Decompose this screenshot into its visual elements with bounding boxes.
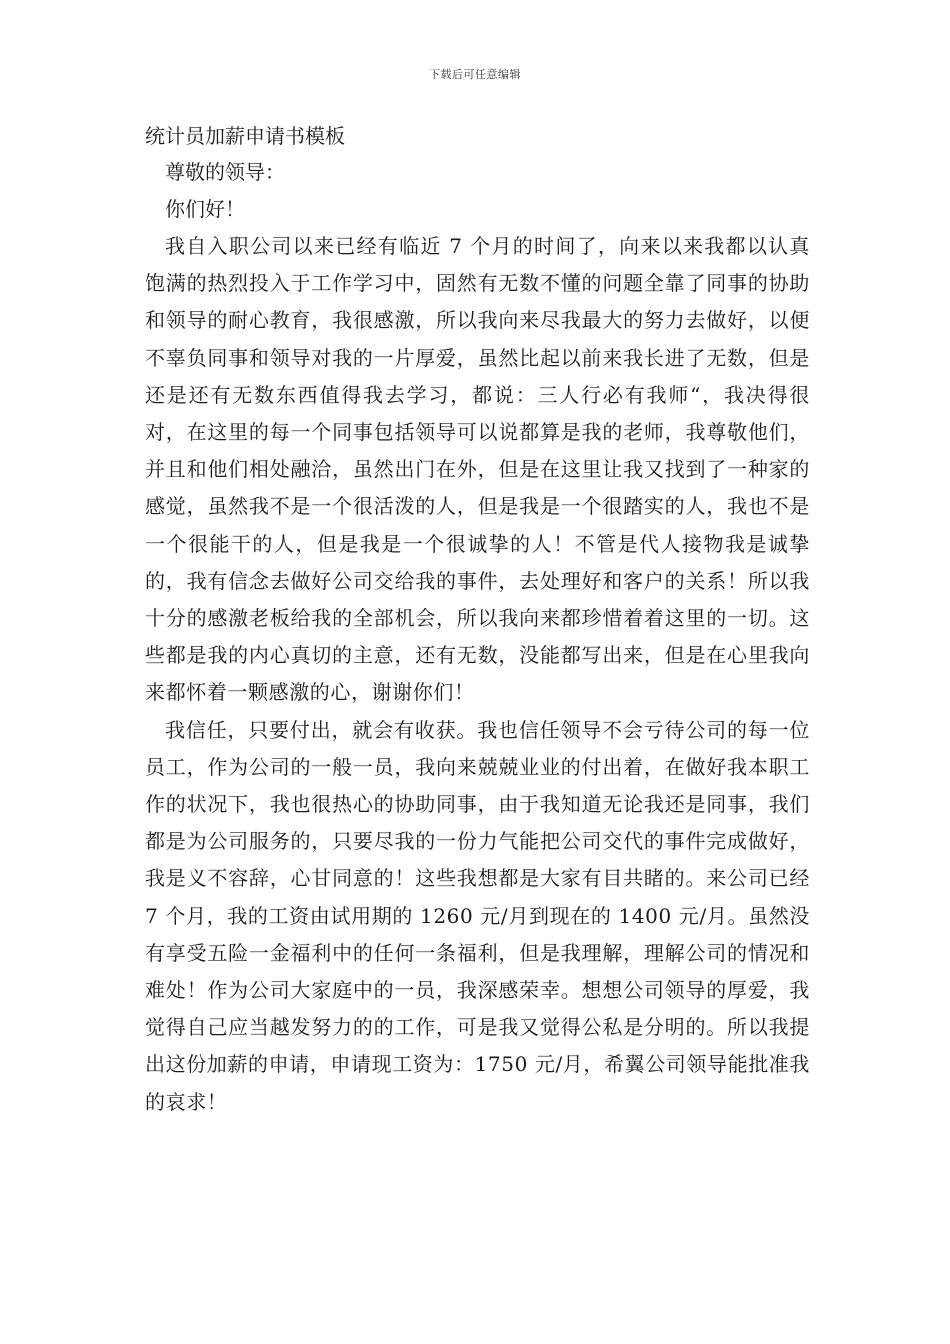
greeting: 你们好！: [165, 197, 245, 221]
page-header-note: 下载后可任意编辑: [429, 68, 521, 81]
paragraph-1: 我自入职公司以来已经有临近 7 个月的时间了，向来以来我都以认真饱满的热烈投入于工作学习中，固然有无数不懂的问题全靠了同事的协助和领导的耐心教育，我很感激，所以我向来尽我最大的努力去做好，以便不辜负同事和领导对我的一片厚爱，虽然比起以前来我长进了无数，但是还是还有无数东西值得我去学习，都说：三人行必有我师“，我决得很对，在这里的每一个同事包括领导可以说都算是我的老师，我尊敬他们，并且和他们相处融洽，虽然出门在外，但是在这里让我又找到了一种家的感觉，虽然我不是一个很活泼的人，但是我是一个很踏实的人，我也不是一个很能干的人，但是我是一个很诚挚的人！不管是代人接物我是诚挚的，我有信念去做好公司交给我的事件，去处理好和客户的关系！所以我十分的感激老板给我的全部机会，所以我向来都珍惜着着这里的一切。这些都是我的内心真切的主意，还有无数，没能都写出来，但是在心里我向来都怀着一颗感激的心，谢谢你们！: [145, 234, 810, 705]
document-title: 统计员加薪申请书模板: [145, 124, 345, 148]
salutation: 尊敬的领导：: [165, 160, 285, 184]
document-body: [145, 118, 810, 1121]
paragraph-2: 我信任，只要付出，就会有收获。我也信任领导不会亏待公司的每一位员工，作为公司的一般一员，我向来兢兢业业的付出着，在做好我本职工作的状况下，我也很热心的协助同事，由于我知道无论我还是同事，我们都是为公司服务的，只要尽我的一份力气能把公司交代的事件完成做好，我是义不容辞，心甘同意的！这些我想都是大家有目共睹的。来公司已经 7 个月，我的工资由试用期的 1260 元/月到现在的 1400 元/月。虽然没有享受五险一金福利中的任何一条福利，但是我理解，理解公司的情况和难处！作为公司大家庭中的一员，我深感荣幸。想想公司领导的厚爱，我觉得自己应当越发努力的的工作，可是我又觉得公私是分明的。所以我提出这份加薪的申请，申请现工资为：1750 元/月，希翼公司领导能批准我的哀求！: [145, 717, 810, 1114]
